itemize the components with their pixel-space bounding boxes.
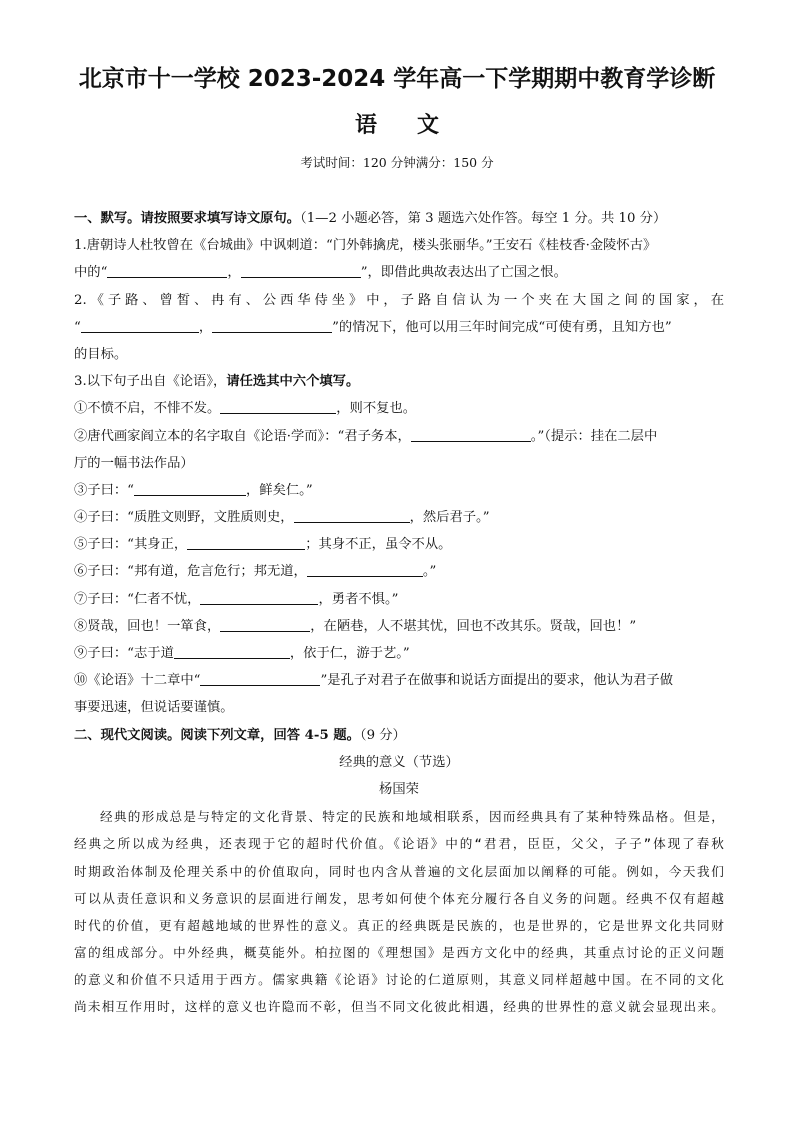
q3-item-10-text-a: ⑩《论语》十二章中“ [74,673,201,689]
q2-line2 [74,314,724,341]
article-title: 经典的意义（节选） [339,754,459,770]
q3-item-1-text-b: ，则不复也。 [336,401,417,417]
q1-line2 [74,259,724,286]
q3-item-6-blank[interactable] [307,561,423,577]
q1-text-c: ”，即借此典故表达出了亡国之恨。 [360,265,567,281]
q3-item-2-cont: 厅的一幅书法作品） [74,455,194,471]
section2-heading [74,722,724,749]
q3-item-2-blank[interactable] [411,426,531,442]
q3-intro-text: 3.以下句子出自《论语》， [74,374,227,390]
q3-item-10-cont: 事要迅速，但说话要谨慎。 [74,700,234,716]
q3-item-2-text-b: 。”（提示：挂在二层中 [530,428,658,444]
q3-item-10 [74,667,724,694]
q3-item-8 [74,613,724,640]
q3-item-4-blank[interactable] [294,507,410,523]
article-line: 时期政治体制及伦理关系中的价值取向，同时也内含从普遍的文化层面加以阐释的可能。例如，今天我们 [74,863,724,879]
q2-blank-2[interactable] [212,317,332,333]
q1-blank-2[interactable] [241,262,361,278]
q2-line1: 2.《子路、曾皙、冉有、公西华侍坐》中，子路自信认为一个夹在大国之间的国家，在 [74,292,724,308]
article-author: 杨国荣 [379,781,419,797]
q3-item-9 [74,640,724,667]
section2-heading-title: 二、现代文阅读。阅读下列文章，回答 4-5 题。 [74,727,360,743]
q3-item-2-text-a: ②唐代画家阎立本的名字取自《论语·学而》：“君子务本， [74,428,411,444]
article-line: 可以从责任意识和义务意识的层面进行阐发，思考如何使个体充分履行各自义务的问题。经典不仅有超越 [74,890,724,906]
q3-item-5-text-a: ⑤子曰：“其身正， [74,537,188,553]
section1-heading [74,205,724,232]
q2-text-b: ， [198,319,213,335]
article-line: 的意义和价值不只适用于西方。儒家典籍《论语》讨论的仁道原则，其意义同样超越中国。在不同的文化 [74,972,724,988]
article-line: 经典之所以成为经典，还表现于它的超时代价值。《论语》中的“君君，臣臣，父父，子子”体现了春秋 [74,836,724,852]
q3-intro [74,368,724,395]
q3-item-7-blank[interactable] [200,589,318,605]
article-line: 尚未相互作用时，这样的意义也许隐而不彰，但当不同文化彼此相遇，经典的世界性的意义就会显现出来。 [74,999,724,1015]
q3-item-10-blank[interactable] [200,670,320,686]
q3-item-7-text-a: ⑦子曰：“仁者不忧， [74,591,201,607]
article-line: 富的组成部分。中外经典，概莫能外。柏拉图的《理想国》是西方文化中的经典，其重点讨论的正义问题 [74,945,724,961]
exam-body [74,205,724,1021]
q1-blank-1[interactable] [107,262,227,278]
q1-text-a: 中的“ [74,265,108,281]
article-paragraph [74,803,724,1021]
q3-item-3-blank[interactable] [134,480,246,496]
q3-item-6 [74,558,724,585]
q3-intro-instruction: 请任选其中六个填写。 [226,374,360,390]
q3-item-5-blank[interactable] [187,534,305,550]
q2-line3: 的目标。 [74,346,128,362]
section2-heading-note: （9 分） [359,727,406,743]
section1-heading-note: （1—2 小题必答，第 3 题选六处作答。每空 1 分。共 10 分） [300,211,667,226]
q3-item-7-text-b: ，勇者不惧。” [318,591,399,607]
q3-item-1-text-a: ①不愤不启，不悱不发。 [74,401,221,417]
q1-text-b: ， [227,265,241,281]
q2-text-c: ”的情况下，他可以用三年时间完成“可使有勇，且知方也” [332,319,672,335]
q3-item-4-text-a: ④子曰：“质胜文则野，文胜质则史， [74,510,294,526]
q3-item-8-text-a: ⑧贤哉，回也！一箪食， [74,618,221,634]
exam-info: 考试时间：120 分钟满分：150 分 [300,155,494,170]
q1-line1: 1.唐朝诗人杜牧曾在《台城曲》中讽刺道：“门外韩擒虎，楼头张丽华。”王安石《桂枝香·金陵怀古》 [74,238,657,254]
q3-item-3-text-b: ，鲜矣仁。” [246,482,313,498]
article-line: 时代的价值，更有超越地域的世界性的意义。真正的经典既是民族的，也是世界的，它是世界文化共同财 [74,917,724,933]
q3-item-3-text-a: ③子曰：“ [74,482,134,498]
q3-item-8-text-b: ，在陋巷，人不堪其忧，回也不改其乐。贤哉，回也！” [310,618,637,634]
q3-item-6-text-b: 。” [422,564,437,580]
q3-item-6-text-a: ⑥子曰：“邦有道，危言危行；邦无道， [74,564,307,580]
q3-item-9-text-b: ，依于仁，游于艺。” [289,646,410,661]
q3-item-1 [74,395,724,422]
q3-item-8-blank[interactable] [220,616,310,632]
section1-heading-title: 一、默写。请按照要求填写诗文原句。 [74,211,301,226]
q3-item-5 [74,531,724,558]
q3-item-10-text-b: ”是孔子对君子在做事和说话方面提出的要求，他认为君子做 [320,673,674,689]
q3-item-9-blank[interactable] [174,643,290,659]
q3-item-7 [74,586,724,613]
q3-item-5-text-b: ；其身不正，虽令不从。 [305,537,452,553]
article-line: 经典的形成总是与特定的文化背景、特定的民族和地域相联系，因而经典具有了某种特殊品格。但是， [100,809,724,825]
q3-item-9-text-a: ⑨子曰：“志于道 [74,646,174,661]
q3-item-1-blank[interactable] [220,398,336,414]
q3-item-4-text-b: ，然后君子。” [409,510,490,526]
q3-item-4 [74,504,724,531]
document-title: 北京市十一学校 2023-2024 学年高一下学期期中教育学诊断 [78,66,716,92]
subject-heading: 语文 [354,113,479,138]
q3-item-2 [74,423,724,450]
q3-item-3 [74,477,724,504]
q2-text-a: “ [74,319,81,335]
q2-blank-1[interactable] [81,317,199,333]
